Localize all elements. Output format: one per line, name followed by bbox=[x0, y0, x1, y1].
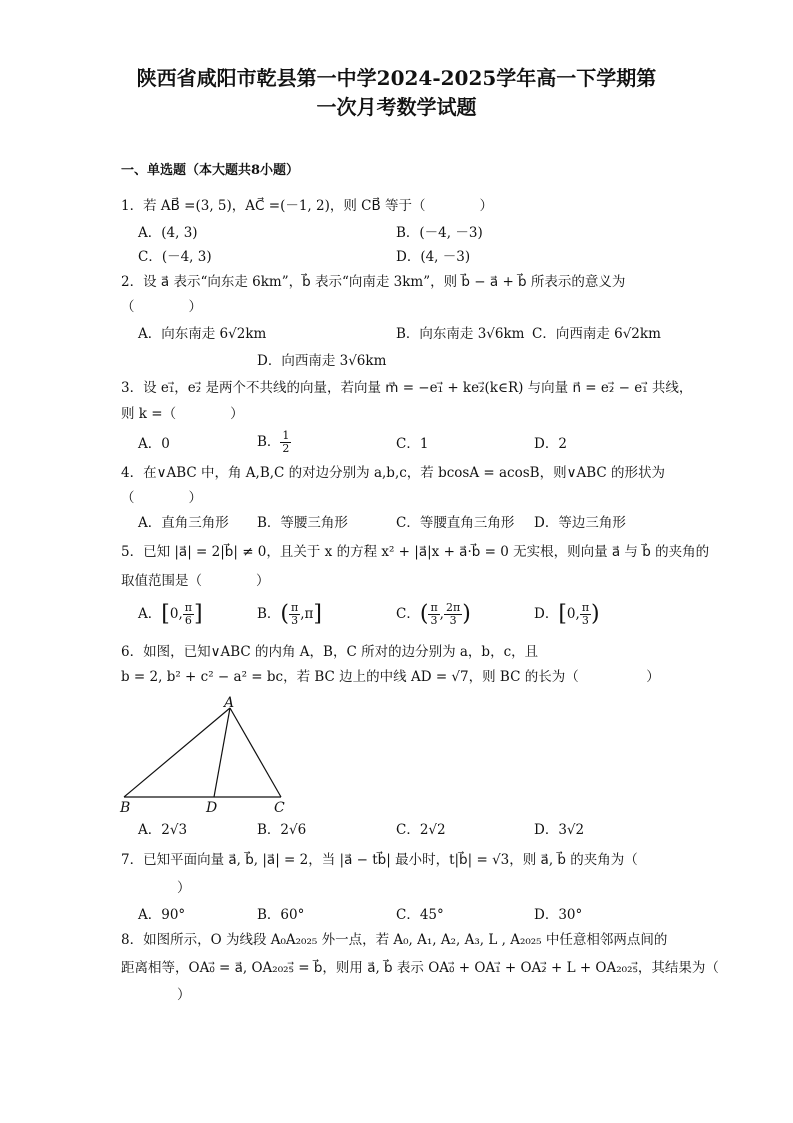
side-ab bbox=[124, 708, 230, 797]
q4-stem-line-1: 4．在∨ABC 中，角 A,B,C 的对边分别为 a,b,c，若 bcosA = acosB，则∨ABC 的形状为 bbox=[121, 465, 666, 481]
median-ad bbox=[214, 708, 230, 797]
point-d-label: D bbox=[206, 800, 218, 814]
q2-option-c: C．向西南走 6√2km bbox=[532, 326, 661, 342]
q8-stem-line-1: 8．如图所示，O 为线段 A₀A₂₀₂₅ 外一点，若 A₀, A₁, A₂, A₃, L , A₂₀₂₅ 中任意相邻两点间的 bbox=[121, 932, 668, 948]
q4-stem-line-2: （ ） bbox=[121, 490, 202, 506]
q3-option-c: C．1 bbox=[396, 436, 429, 452]
q7-stem-line-1: 7．已知平面向量 a⃗, b⃗, |a⃗| = 2，当 |a⃗ − tb⃗| 最小时，t|b⃗| = √3，则 a⃗, b⃗ 的夹角为（ bbox=[121, 852, 638, 868]
q4-option-c: C．等腰直角三角形 bbox=[396, 515, 515, 531]
q6-option-a: A．2√3 bbox=[138, 822, 188, 838]
q1-stem: 1．若 AB⃗ =(3, 5)，AC⃗ =(－1, 2)，则 CB⃗ 等于（ ） bbox=[121, 198, 494, 214]
q1-option-d: D．(4, －3) bbox=[396, 249, 471, 265]
q4-option-b: B．等腰三角形 bbox=[257, 515, 348, 531]
q2-stem-line-2: （ ） bbox=[121, 299, 202, 315]
q8-stem-line-3: ） bbox=[177, 987, 191, 1003]
q6-option-d: D．3√2 bbox=[534, 822, 585, 838]
q6-stem-line-1: 6．如图，已知∨ABC 的内角 A，B，C 所对的边分别为 a，b，c，且 bbox=[121, 644, 539, 660]
q3-option-b-fraction: $\frac{1}{2}$ bbox=[282, 429, 290, 455]
q2-option-a: A．向东南走 6√2km bbox=[138, 326, 267, 342]
vertex-b-label: B bbox=[120, 800, 131, 814]
q5-stem-line-1: 5．已知 |a⃗| = 2|b⃗| ≠ 0，且关于 x 的方程 x² + |a⃗|x + a⃗·b⃗ = 0 无实根，则向量 a⃗ 与 b⃗ 的夹角的 bbox=[121, 544, 710, 560]
q2-option-b: B．向东南走 3√6km bbox=[396, 326, 525, 342]
q6-option-b: B．2√6 bbox=[257, 822, 307, 838]
q4-option-a: A．直角三角形 bbox=[138, 515, 229, 531]
q3-stem-line-1: 3．设 e₁⃗，e₂⃗ 是两个不共线的向量，若向量 m⃗ = −e₁⃗ + ke₂⃗(k∈R) 与向量 n⃗ = e₂⃗ − e₁⃗ 共线， bbox=[121, 380, 693, 396]
vertex-a-label: A bbox=[224, 696, 235, 711]
title-line-1: 陕西省咸阳市乾县第一中学2024-2025学年高一下学期第 bbox=[136, 66, 657, 90]
q8-stem-line-2: 距离相等，OA₀⃗ = a⃗, OA₂₀₂₅⃗ = b⃗，则用 a⃗, b⃗ 表示 OA₀⃗ + OA₁⃗ + OA₂⃗ + L + OA₂₀₂₅⃗，其结果为（ bbox=[121, 960, 719, 976]
q1-option-b: B．(－4, －3) bbox=[396, 225, 483, 241]
q7-option-d: D．30° bbox=[534, 907, 583, 923]
q5-stem-line-2: 取值范围是（ ） bbox=[121, 573, 270, 589]
side-ac bbox=[230, 708, 281, 797]
q5-option-c: C．( $\frac{\pi}{3}$ , $\frac{2\pi}{3}$ ) bbox=[396, 601, 471, 627]
q7-stem-line-2: ） bbox=[177, 880, 191, 896]
q7-option-b: B．60° bbox=[257, 907, 305, 923]
q3-option-d: D．2 bbox=[534, 436, 567, 452]
q5-option-a: A．[0, $\frac{\pi}{6}$ ] bbox=[138, 601, 203, 627]
q6-option-c: C．2√2 bbox=[396, 822, 446, 838]
q1-option-c: C．(－4, 3) bbox=[138, 249, 212, 265]
q4-option-d: D．等边三角形 bbox=[534, 515, 626, 531]
vertex-c-label: C bbox=[274, 800, 285, 814]
q3-option-a: A．0 bbox=[138, 436, 170, 452]
exam-title bbox=[60, 64, 733, 122]
q2-option-d: D．向西南走 3√6km bbox=[257, 353, 387, 369]
q3-option-b: B． $\frac{1}{2}$ bbox=[257, 429, 290, 455]
triangle-figure bbox=[118, 696, 308, 814]
q5-option-b: B．( $\frac{\pi}{3}$ ,π] bbox=[257, 601, 323, 627]
q6-stem-line-2: b = 2, b² + c² − a² = bc，若 BC 边上的中线 AD = √7，则 BC 的长为（ ） bbox=[121, 669, 660, 685]
section-heading: 一、单选题（本大题共8小题） bbox=[121, 163, 300, 178]
q3-stem-line-2: 则 k =（ ） bbox=[121, 406, 244, 422]
q7-option-c: C．45° bbox=[396, 907, 444, 923]
q2-stem-line-1: 2．设 a⃗ 表示“向东走 6km”，b⃗ 表示“向南走 3km”，则 b⃗ − a⃗ + b⃗ 所表示的意义为 bbox=[121, 274, 626, 290]
q1-option-a: A．(4, 3) bbox=[138, 225, 198, 241]
title-line-2: 一次月考数学试题 bbox=[316, 95, 477, 119]
q7-option-a: A．90° bbox=[138, 907, 186, 923]
q5-option-d: D．[0, $\frac{\pi}{3}$ ) bbox=[534, 601, 600, 627]
